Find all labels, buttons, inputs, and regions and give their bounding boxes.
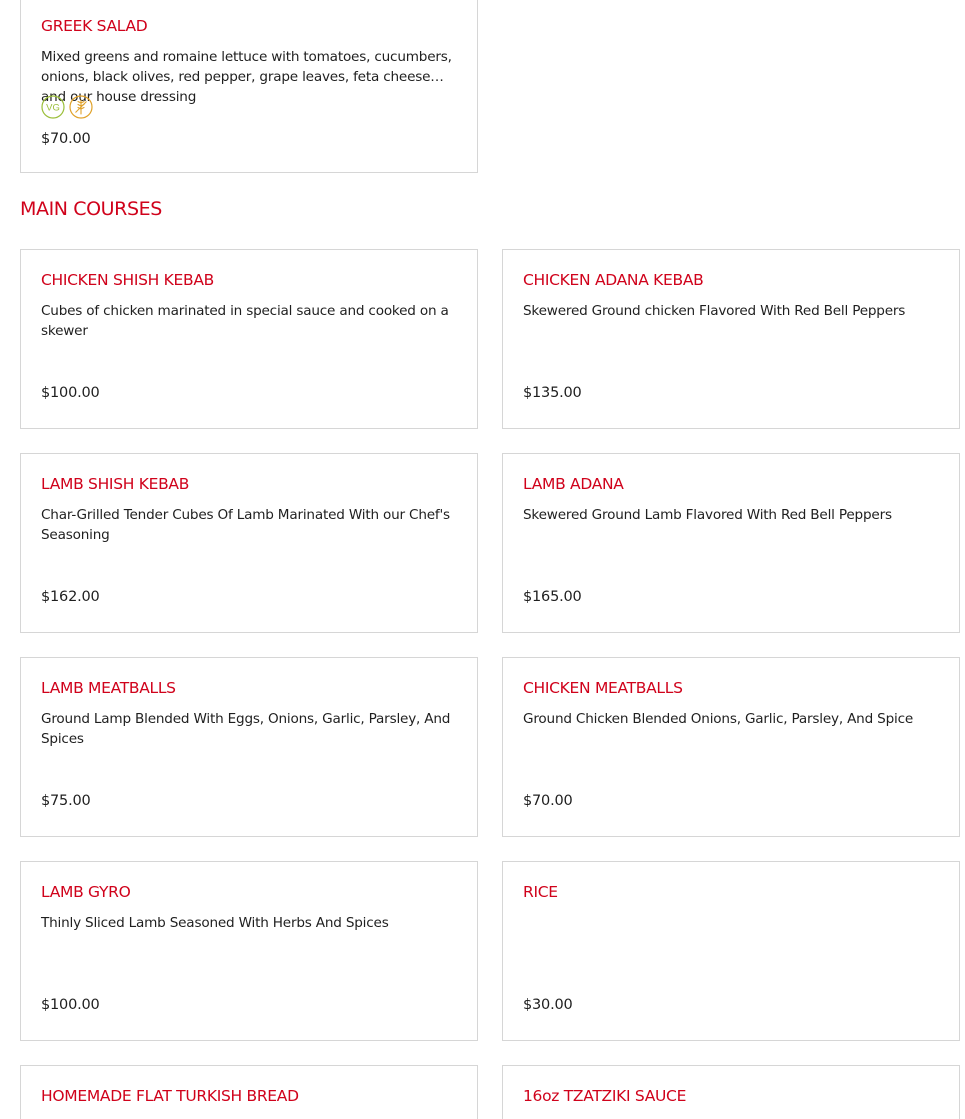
menu-item-card[interactable] <box>502 657 960 837</box>
menu-item-name: CHICKEN SHISH KEBAB <box>41 271 214 289</box>
menu-item-price: $100.00 <box>41 385 100 401</box>
section-title-main-courses: MAIN COURSES <box>20 198 162 220</box>
menu-item-price: $135.00 <box>523 385 582 401</box>
menu-item-price: $70.00 <box>41 131 91 147</box>
menu-item-price: $165.00 <box>523 589 582 605</box>
vegan-badge-icon <box>41 95 65 119</box>
menu-item-description: Cubes of chicken marinated in special sauce and cooked on a skewer <box>41 303 449 339</box>
menu-item-name: CHICKEN ADANA KEBAB <box>523 271 704 289</box>
menu-item-card[interactable] <box>20 453 478 633</box>
menu-item-price: $75.00 <box>41 793 91 809</box>
menu-item-price: $70.00 <box>523 793 573 809</box>
menu-item-description: Mixed greens and romaine lettuce with tomatoes, cucumbers, onions, black olives, red pepper, grape leaves, feta cheese and our house dressing <box>41 49 452 105</box>
menu-item-name: HOMEMADE FLAT TURKISH BREAD <box>41 1087 299 1105</box>
menu-item-description: Char-Grilled Tender Cubes Of Lamb Marinated With our Chef's Seasoning <box>41 507 450 543</box>
menu-item-card[interactable] <box>502 1065 960 1119</box>
menu-item-name: LAMB ADANA <box>523 475 624 493</box>
menu-item-name: LAMB MEATBALLS <box>41 679 176 697</box>
dietary-badges <box>41 95 93 119</box>
menu-item-price: $30.00 <box>523 997 573 1013</box>
menu-item-card-greek-salad[interactable] <box>20 0 478 173</box>
gluten-free-badge-icon <box>69 95 93 119</box>
menu-item-name: LAMB SHISH KEBAB <box>41 475 190 493</box>
menu-item-card[interactable] <box>20 657 478 837</box>
menu-item-price: $100.00 <box>41 997 100 1013</box>
menu-item-price: $162.00 <box>41 589 100 605</box>
menu-item-card[interactable] <box>502 861 960 1041</box>
menu-item-name: LAMB GYRO <box>41 883 131 901</box>
menu-item-description: Skewered Ground chicken Flavored With Red Bell Peppers <box>523 303 906 319</box>
menu-item-description: Thinly Sliced Lamb Seasoned With Herbs And Spices <box>41 915 389 931</box>
menu-item-card[interactable] <box>20 249 478 429</box>
svg-text:VG: VG <box>46 102 60 114</box>
menu-item-card[interactable] <box>20 1065 478 1119</box>
menu-item-description: Ground Lamp Blended With Eggs, Onions, Garlic, Parsley, And Spices <box>41 711 451 747</box>
menu-item-description: Ground Chicken Blended Onions, Garlic, Parsley, And Spice <box>523 711 914 727</box>
menu-item-card[interactable] <box>502 249 960 429</box>
menu-item-name: GREEK SALAD <box>41 17 148 35</box>
menu-item-card[interactable] <box>20 861 478 1041</box>
menu-item-card[interactable] <box>502 453 960 633</box>
menu-item-name: CHICKEN MEATBALLS <box>523 679 683 697</box>
menu-item-name: 16oz TZATZIKI SAUCE <box>523 1087 687 1105</box>
menu-item-description: Skewered Ground Lamb Flavored With Red Bell Peppers <box>523 507 892 523</box>
menu-item-name: RICE <box>523 883 558 901</box>
